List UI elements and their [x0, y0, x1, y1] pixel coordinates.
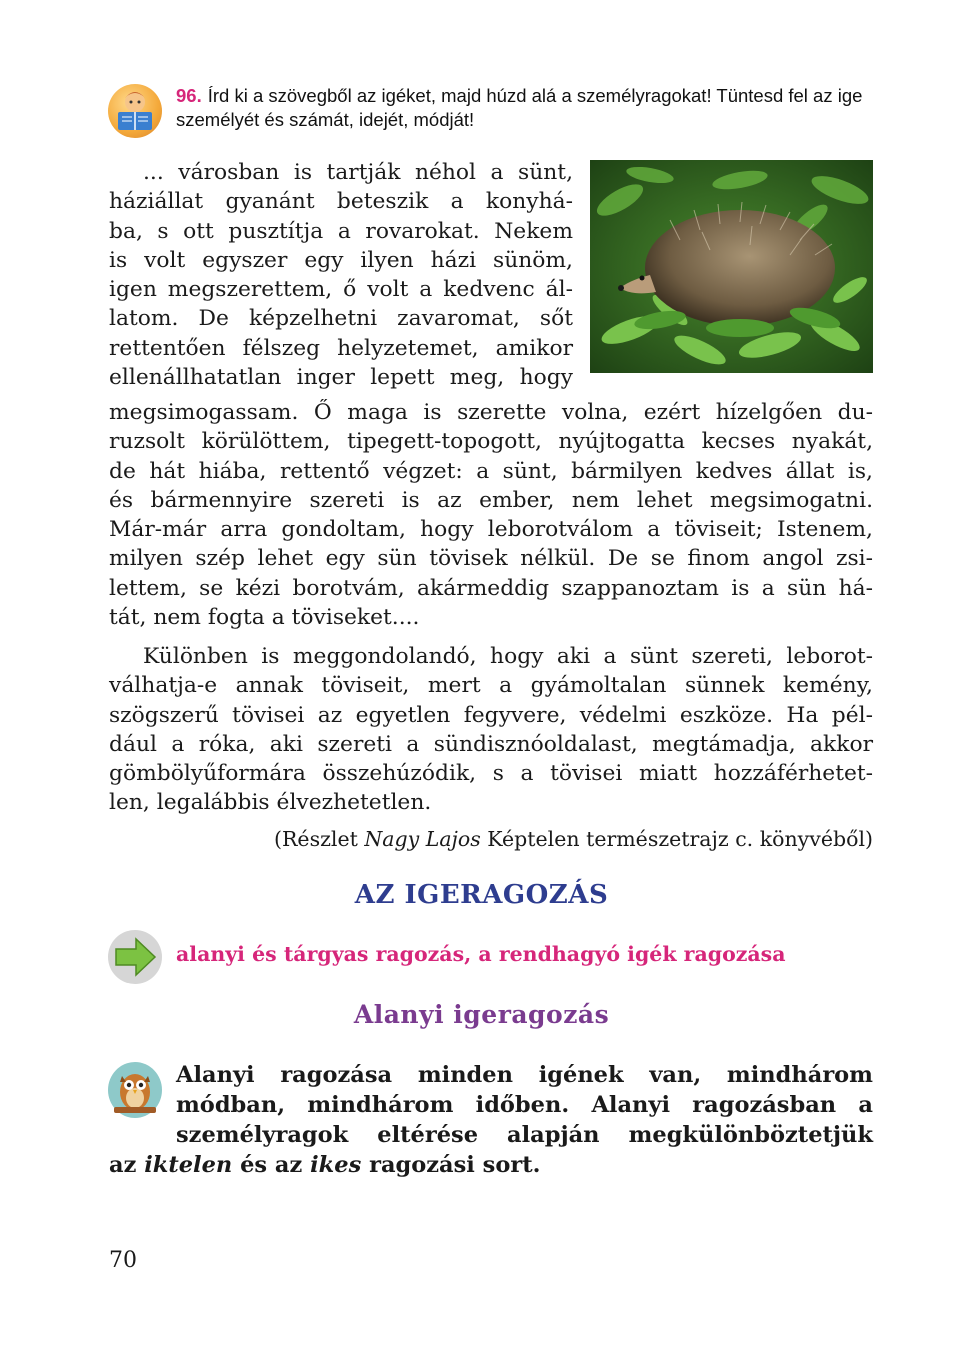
hedgehog-photo	[590, 160, 873, 373]
grammar-rule	[109, 1060, 873, 1180]
passage-line: Különben is meggondolandó, hogy aki a sünt szereti, leborot-	[143, 644, 873, 669]
passage-line: szögszerű tövisei az egyetlen fegyvere, védelmi eszköze. Ha pél-	[109, 702, 873, 728]
rule-text: és az	[232, 1152, 311, 1178]
exercise-number: 96.	[176, 85, 202, 106]
arrow-right-icon	[108, 930, 162, 984]
passage-line: háziállat gyanánt beteszik a konyhá-	[109, 189, 573, 215]
rule-line: módban, mindhárom időben. Alanyi ragozásban a	[176, 1092, 873, 1118]
rule-term-iktelen: iktelen	[144, 1152, 233, 1178]
passage-line: tát, nem fogta a töviseket....	[109, 605, 420, 631]
passage-line: milyen szép lehet egy sün tövisek nélkül. De se finom angol zsi-	[109, 546, 873, 572]
credit-prefix: (Részlet	[274, 827, 365, 851]
passage-line: és bármennyire szereti is az ember, nem lehet megsimogatni.	[109, 487, 873, 513]
section-subtitle: Alanyi igeragozás	[353, 1000, 610, 1029]
passage-line: ruzsolt körülöttem, tipegett-topogott, nyújtogatta kecses nyakát,	[109, 429, 873, 455]
page-number: 70	[109, 1248, 137, 1273]
passage-line: Már-már arra gondoltam, hogy leborotválom a töviseit; Istenem,	[109, 517, 873, 543]
passage-line: dául a róka, aki szereti a sündisznóoldalast, megtámadja, akkor	[109, 731, 873, 757]
passage-line: lettem, se kézi borotvám, akármeddig szappanoztam is a sün há-	[109, 575, 873, 601]
rule-line	[109, 1150, 873, 1180]
source-credit	[274, 825, 873, 853]
section-title: AZ IGERAGOZÁS	[354, 880, 609, 910]
passage-line: ellenállhatatlan inger lepett meg, hogy	[109, 365, 573, 391]
rule-text: az	[109, 1152, 145, 1178]
passage-line: de hát hiába, rettentő végzet: a sünt, bármilyen kedves állat is,	[109, 458, 873, 484]
passage-line: len, legalábbis élvezhetetlen.	[109, 790, 432, 816]
passage-full-width	[109, 398, 873, 632]
reading-kid-icon	[108, 84, 162, 138]
rule-text: ragozási sort.	[361, 1152, 541, 1178]
exercise-instruction-text: Írd ki a szövegből az igéket, majd húzd alá a személyragokat! Tüntesd fel az ige személyét és számát, idejét, módját!	[176, 85, 863, 130]
passage-line: válhatja-e annak töviseit, mert a gyámoltalan sünnek kemény,	[109, 673, 873, 699]
credit-author: Nagy Lajos	[364, 827, 481, 851]
section-topics: alanyi és tárgyas ragozás, a rendhagyó igék ragozása	[176, 942, 786, 966]
passage-line: megsimogassam. Ő maga is szerette volna, ezért hízelgően du-	[109, 400, 873, 425]
passage-beside-photo	[109, 158, 573, 392]
exercise-instruction	[176, 84, 876, 132]
rule-line: személyragok eltérése alapján megkülönböztetjük	[176, 1122, 873, 1148]
rule-line: Alanyi ragozása minden igének van, mindhárom	[176, 1062, 873, 1088]
rule-term-ikes: ikes	[310, 1152, 362, 1178]
passage-line: gömbölyűformára összehúzódik, s a tövisei miatt hozzáférhetet-	[109, 761, 873, 787]
passage-line: ... városban is tartják néhol a sünt,	[143, 160, 573, 185]
passage-line: igen megszerettem, ő volt a kedvenc ál-	[109, 277, 573, 303]
passage-paragraph-2	[109, 642, 873, 818]
credit-suffix: Képtelen természetrajz c. könyvéből)	[480, 827, 873, 851]
passage-line: rettentően félszeg helyzetemet, amikor	[109, 335, 573, 361]
passage-line: is volt egyszer egy ilyen házi sünöm,	[109, 247, 573, 273]
passage-line: latom. De képzelhetni zavaromat, sőt	[109, 306, 573, 332]
passage-line: ba, s ott pusztítja a rovarokat. Nekem	[109, 218, 573, 244]
